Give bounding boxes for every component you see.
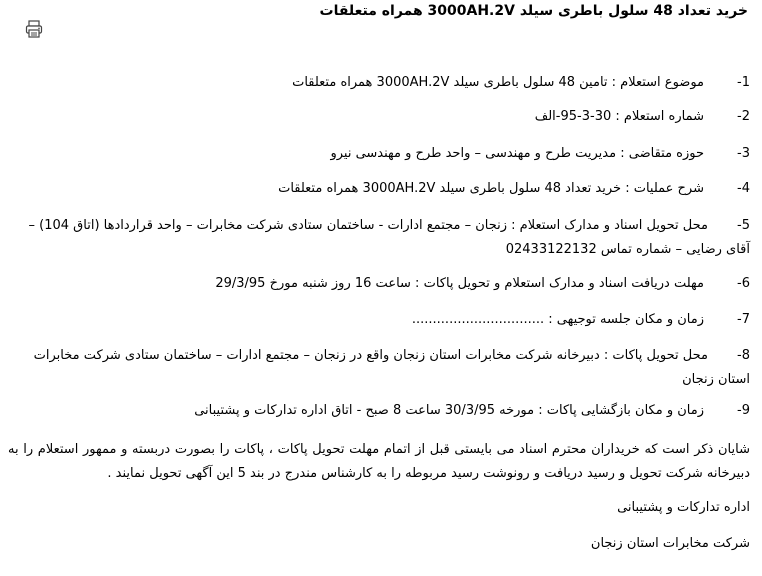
item-text: موضوع استعلام : تامین 48 سلول باطری سیلد 3000AH.2V همراه متعلقات: [292, 75, 704, 90]
list-item: [8, 141, 750, 167]
signature-company: شرکت مخابرات استان زنجان: [590, 536, 750, 551]
list-item: [8, 271, 750, 297]
list-item: [8, 70, 750, 96]
item-text: محل تحویل پاکات : دبیرخانه شرکت مخابرات استان زنجان واقع در زنجان – مجتمع ادارات – ساختمان ستادی شرکت مخابرات استان زنجان: [33, 348, 750, 387]
item-number: 9 -: [726, 398, 750, 424]
item-text: محل تحویل اسناد و مدارک استعلام : زنجان – مجتمع ادارات - ساختمان ستادی شرکت مخابرات – واحد قراردادها (اتاق 104) – آقای رضایی – شماره تماس 02433122132: [28, 218, 750, 257]
item-text: زمان و مکان بازگشایی پاکات : مورخه 30/3/95 ساعت 8 صبح - اتاق اداره تدارکات و پشتیبانی: [194, 403, 704, 418]
item-text: مهلت دریافت اسناد و مدارک استعلام و تحویل پاکات : ساعت 16 روز شنبه مورخ 29/3/95: [215, 276, 704, 291]
note-paragraph: شایان ذکر است که خریداران محترم اسناد می بایستی قبل از اتمام مهلت تحویل پاکات ، پاکات را بصورت دربسته و ممهور استعلام را به دبیرخانه شرکت تحویل و رسید دریافت و رونوشت رسید مربوطه را به کارشناس مندرج در بند 5 این آگهی تحویل نمایند .: [8, 442, 750, 481]
item-text: شماره استعلام : 30-3-95-الف: [534, 109, 704, 124]
page-title: خرید تعداد 48 سلول باطری سیلد 3000AH.2V همراه متعلقات: [319, 3, 748, 19]
list-item: [8, 176, 750, 202]
printer-icon[interactable]: [24, 19, 44, 39]
list-item: [8, 104, 750, 130]
item-text: زمان و مکان جلسه توجیهی : ................................: [411, 312, 704, 327]
item-number: 8 -: [726, 344, 750, 368]
signature-department: اداره تدارکات و پشتیبانی: [617, 500, 750, 515]
item-number: 1 -: [726, 70, 750, 96]
item-number: 2 -: [726, 104, 750, 130]
item-text: شرح عملیات : خرید تعداد 48 سلول باطری سیلد 3000AH.2V همراه متعلقات: [278, 181, 704, 196]
item-number: 3 -: [726, 141, 750, 167]
list-item: [8, 214, 750, 262]
item-number: 5 -: [726, 214, 750, 238]
list-item: [8, 398, 750, 424]
list-item: [8, 344, 750, 392]
item-number: 6 -: [726, 271, 750, 297]
item-number: 7 -: [726, 307, 750, 333]
item-number: 4 -: [726, 176, 750, 202]
list-item: [8, 307, 750, 333]
item-text: حوزه متقاضی : مدیریت طرح و مهندسی – واحد طرح و مهندسی نیرو: [330, 146, 704, 161]
